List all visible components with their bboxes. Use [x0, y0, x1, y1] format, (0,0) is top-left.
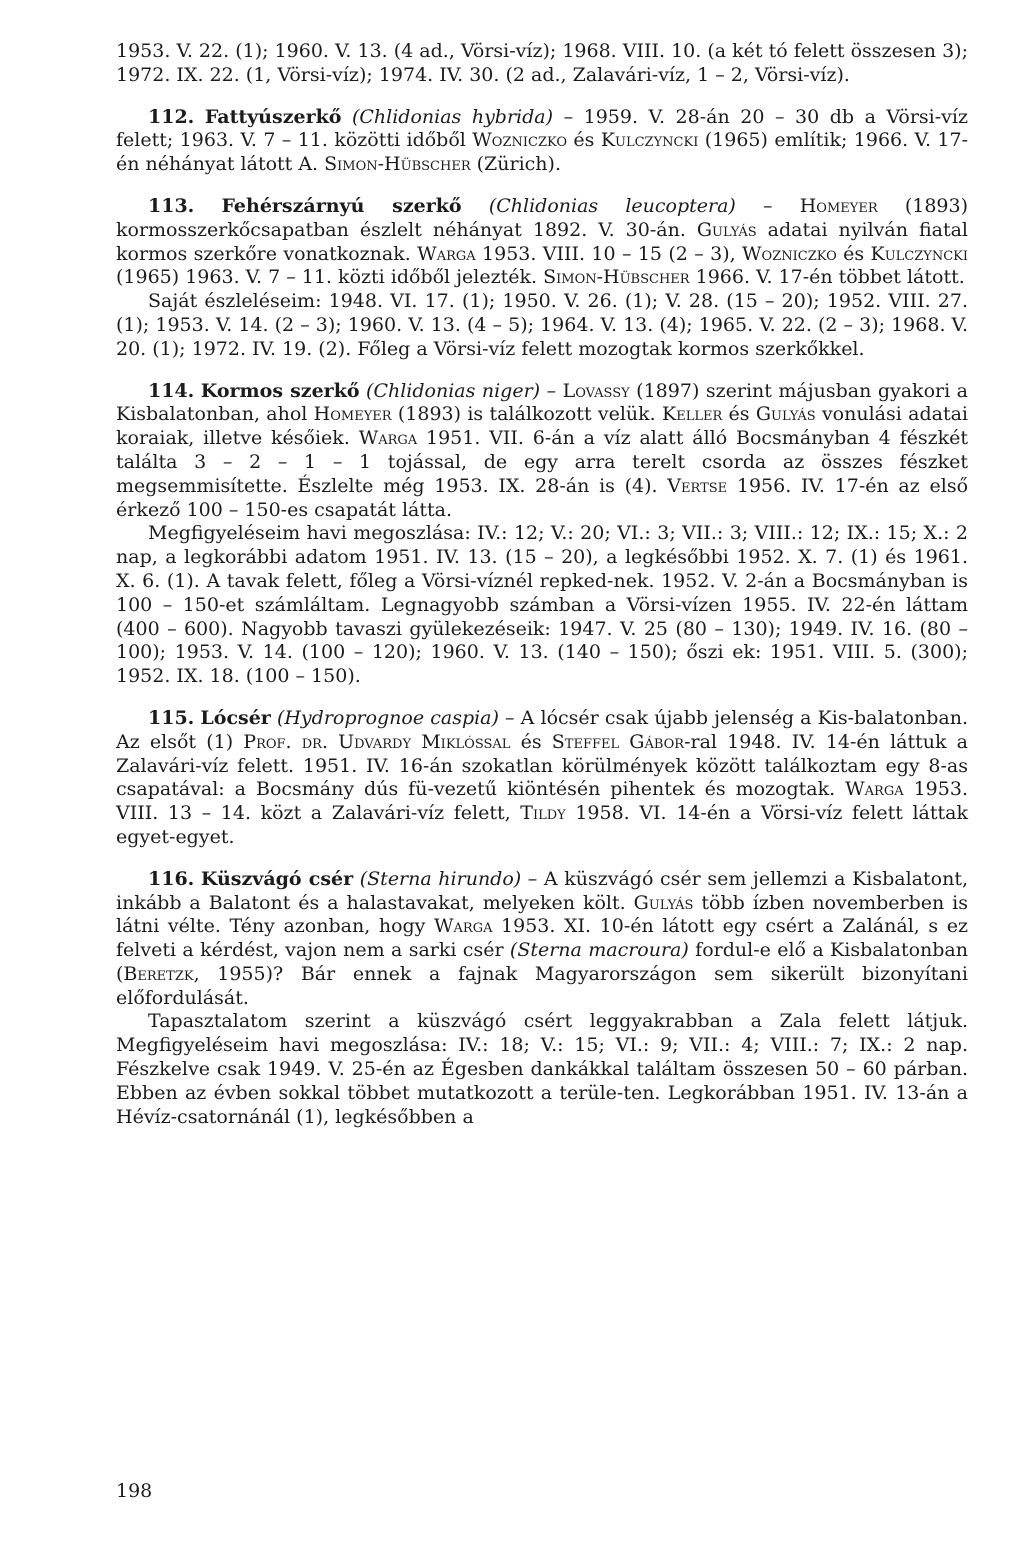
entry-number: 116.: [148, 867, 195, 890]
entry-115: [116, 707, 968, 850]
species-latin: (Sterna hirundo): [359, 867, 522, 890]
entry-113-observations: [116, 290, 968, 361]
species-name: Fehérszárnyú szerkő: [221, 194, 462, 217]
entry-number: 115.: [148, 706, 195, 729]
entry-text: és: [567, 129, 601, 152]
entry-text: (Zürich).: [470, 153, 561, 176]
entry-text: –: [735, 194, 800, 217]
entry-text: 1956. IV. 17-én az első érkező 100 – 150-es csapatát látta.: [116, 474, 969, 521]
entry-text: 1953. VIII. 13 – 14. közt a Zalavári-víz felett,: [116, 778, 968, 825]
entry-112: [116, 106, 968, 177]
entry-text: (1893) kormosszerkőcsapatban észlelt néhányat 1892. V. 30-án.: [116, 194, 968, 241]
species-name: Kormos szerkő: [200, 379, 360, 402]
entry-text: 1958. VI. 14-én a Vörsi-víz felett láttak egyet-egyet.: [116, 802, 968, 848]
author-name: Warga: [417, 242, 476, 265]
entry-text: Saját észleléseim: 1948. VI. 17. (1); 1950. V. 26. (1); V. 28. (15 – 20); 1952. VIII. 27. (1); 1953. V. 14. (2 – 3); 1960. V. 13. (4 – 5); 1964. V. 13. (4); 1965. V. 22. (2 – 3); 1968. V. 20. (1); 1972. IV. 19. (2). Főleg a Vörsi-víz felett mozogtak kormos szerkőkkel.: [116, 290, 968, 360]
author-name: Warga: [358, 427, 418, 450]
author-name: Simon-Hübscher: [324, 153, 471, 176]
entry-text: Megfigyeléseim havi megoszlása: IV.: 12; V.: 20; VI.: 3; VII.: 3; VIII.: 12; IX.: 15; X.: 2 nap, a legkorábbi adatom 1951. IV. 13. (15 – 20), a legkésőbbi 1952. X. 7. (1) és 1961. X. 6. (1). A tavak felett, főleg a Vörsi-víznél repked-nek. 1952. V. 2-án a Bocsmányban is 100 – 150-et számláltam. Legnagyobb számban a Vörsi-vízen 1955. IV. 22-én láttam (400 – 600). Nagyobb tavaszi gyülekezéseik: 1947. V. 25 (80 – 130); 1949. IV. 16. (80 – 100); 1953. V. 14. (100 – 120); 1960. V. 13. (140 – 150); őszi ek: 1951. VIII. 5. (300); 1952. IX. 18. (100 – 150).: [116, 522, 968, 688]
author-name: Gulyás: [755, 403, 816, 426]
entry-text: – 1959. V. 28-án 20 – 30 db a Vörsi-víz felett; 1963. V. 7 – 11. közötti időből: [116, 105, 968, 152]
entry-text: – A lócsér csak újabb jelenség a Kis-balatonban. Az elsőt (1): [116, 706, 968, 753]
author-name: Lovassy: [562, 379, 630, 402]
entry-text: és: [836, 242, 871, 265]
author-name: Wozniczko: [472, 129, 567, 152]
author-name: Keller: [662, 403, 723, 426]
author-name: Prof. dr. Udvardy Miklóssal: [243, 730, 511, 753]
entry-text: 1966. V. 17-én többet látott.: [689, 266, 965, 289]
entry-text: adatai nyilván fiatal kormos szerkőre vonatkoznak.: [116, 218, 968, 265]
entry-113: [116, 195, 968, 290]
page-body: [116, 40, 968, 1129]
entry-text: –: [540, 379, 563, 402]
author-name: Warga: [845, 778, 904, 801]
entry-text: ral 1948. IV. 14-én láttuk a Zalavári-víz felett. 1951. IV. 16-án szokatlan körülmények között találkoztam egy 8-as csapatával: a Bocsmány dús fü-vezetű kiöntésén pihentek és mozogtak.: [116, 730, 969, 801]
author-name: Simon-Hübscher: [543, 266, 690, 289]
entry-116: [116, 868, 968, 1011]
species-name: Küszvágó csér: [200, 867, 354, 890]
entry-number: 112.: [148, 105, 195, 128]
author-name: Homeyer: [799, 194, 878, 217]
species-latin: (Hydroprognoe caspia): [276, 706, 499, 729]
entry-text: fordul-e elő a Kisbalatonban (: [116, 939, 968, 985]
author-name: Kulczyncki: [870, 242, 969, 265]
entry-text: 1951. VII. 6-án a víz alatt álló Bocsmányban 4 fészkét találta 3 – 2 – 1 – 1 tojással, de egy arra terelt csorda az összes fészket megsemmisítette. Észlelte még 1953. IX. 28-án is (4).: [116, 427, 968, 497]
author-name: Tildy: [520, 802, 566, 825]
entry-text: több ízben novemberben is látni vélte. Tény azonban, hogy: [116, 891, 969, 938]
entry-text: 1953. VIII. 10 – 15 (2 – 3),: [475, 242, 743, 265]
entry-text: vonulási adatai koraiak, illetve későiek.: [116, 403, 968, 450]
entry-114-observations: [116, 522, 968, 689]
entry-116-observations: [116, 1010, 968, 1129]
page-number: 198: [116, 1480, 153, 1502]
author-name: Steffel Gábor-: [551, 730, 691, 753]
entry-number: 113.: [148, 194, 195, 217]
author-name: Vertse: [667, 474, 728, 497]
entry-text: (1965) 1963. V. 7 – 11. közti időből jelezték.: [116, 266, 544, 289]
species-name: Fattyúszerkő: [204, 105, 342, 128]
entry-text: 1953. XI. 10-én látott egy csért a Zalánál, s ez felveti a kérdést, vajon nem a sarki csér: [116, 915, 968, 962]
species-name: Lócsér: [200, 706, 271, 729]
entry-114: [116, 380, 968, 523]
author-name: Kulczyncki: [600, 129, 699, 152]
species-latin: (Chlidonias leucoptera): [488, 194, 736, 217]
entry-text: , 1955)? Bár ennek a fajnak Magyarországon sem sikerült bizonyítani előfordulását.: [116, 962, 968, 1009]
intro-text: 1953. V. 22. (1); 1960. V. 13. (4 ad., Vörsi-víz); 1968. VIII. 10. (a két tó felett összesen 3); 1972. IX. 22. (1, Vörsi-víz); 1974. IV. 30. (2 ad., Zalavári-víz, 1 – 2, Vörsi-víz).: [116, 40, 968, 86]
entry-text: – A küszvágó csér sem jellemzi a Kisbalatont, inkább a Balatont és a halastavakat, melyeken költ.: [116, 867, 968, 914]
author-name: Homeyer: [313, 403, 392, 426]
entry-text: (1893) is találkozott velük.: [391, 403, 663, 426]
entry-text: Tapasztalatom szerint a küszvágó csért leggyakrabban a Zala felett látjuk. Megfigyeléseim havi megoszlása: IV.: 18; V.: 15; VI.: 9; VII.: 4; VIII.: 7; IX.: 2 nap. Fészkelve csak 1949. V. 25-én az Égesben dankákkal találtam összesen 50 – 60 párban. Ebben az évben sokkal többet mutatkozott a terüle-ten. Legkorábban 1951. IV. 13-án a Hévíz-csatornánál (1), legkésőbben a: [116, 1010, 968, 1128]
intro-paragraph: [116, 40, 968, 88]
author-name: Gulyás: [633, 891, 694, 914]
author-name: Gulyás: [696, 218, 757, 241]
author-name: Beretzk: [123, 962, 194, 985]
entry-text: és: [722, 403, 756, 426]
species-latin: (Chlidonias niger): [366, 379, 541, 402]
entry-text: (1965) említik; 1966. V. 17-én néhányat látott A.: [116, 129, 969, 176]
species-latin: (Chlidonias hybrida): [351, 105, 554, 128]
species-latin: (Sterna macroura): [509, 939, 689, 962]
entry-number: 114.: [148, 379, 195, 402]
author-name: Warga: [433, 915, 493, 938]
entry-text: és: [510, 730, 552, 753]
entry-text: (1897) szerint májusban gyakori a Kisbalatonban, ahol: [116, 379, 968, 426]
author-name: Wozniczko: [742, 242, 837, 265]
